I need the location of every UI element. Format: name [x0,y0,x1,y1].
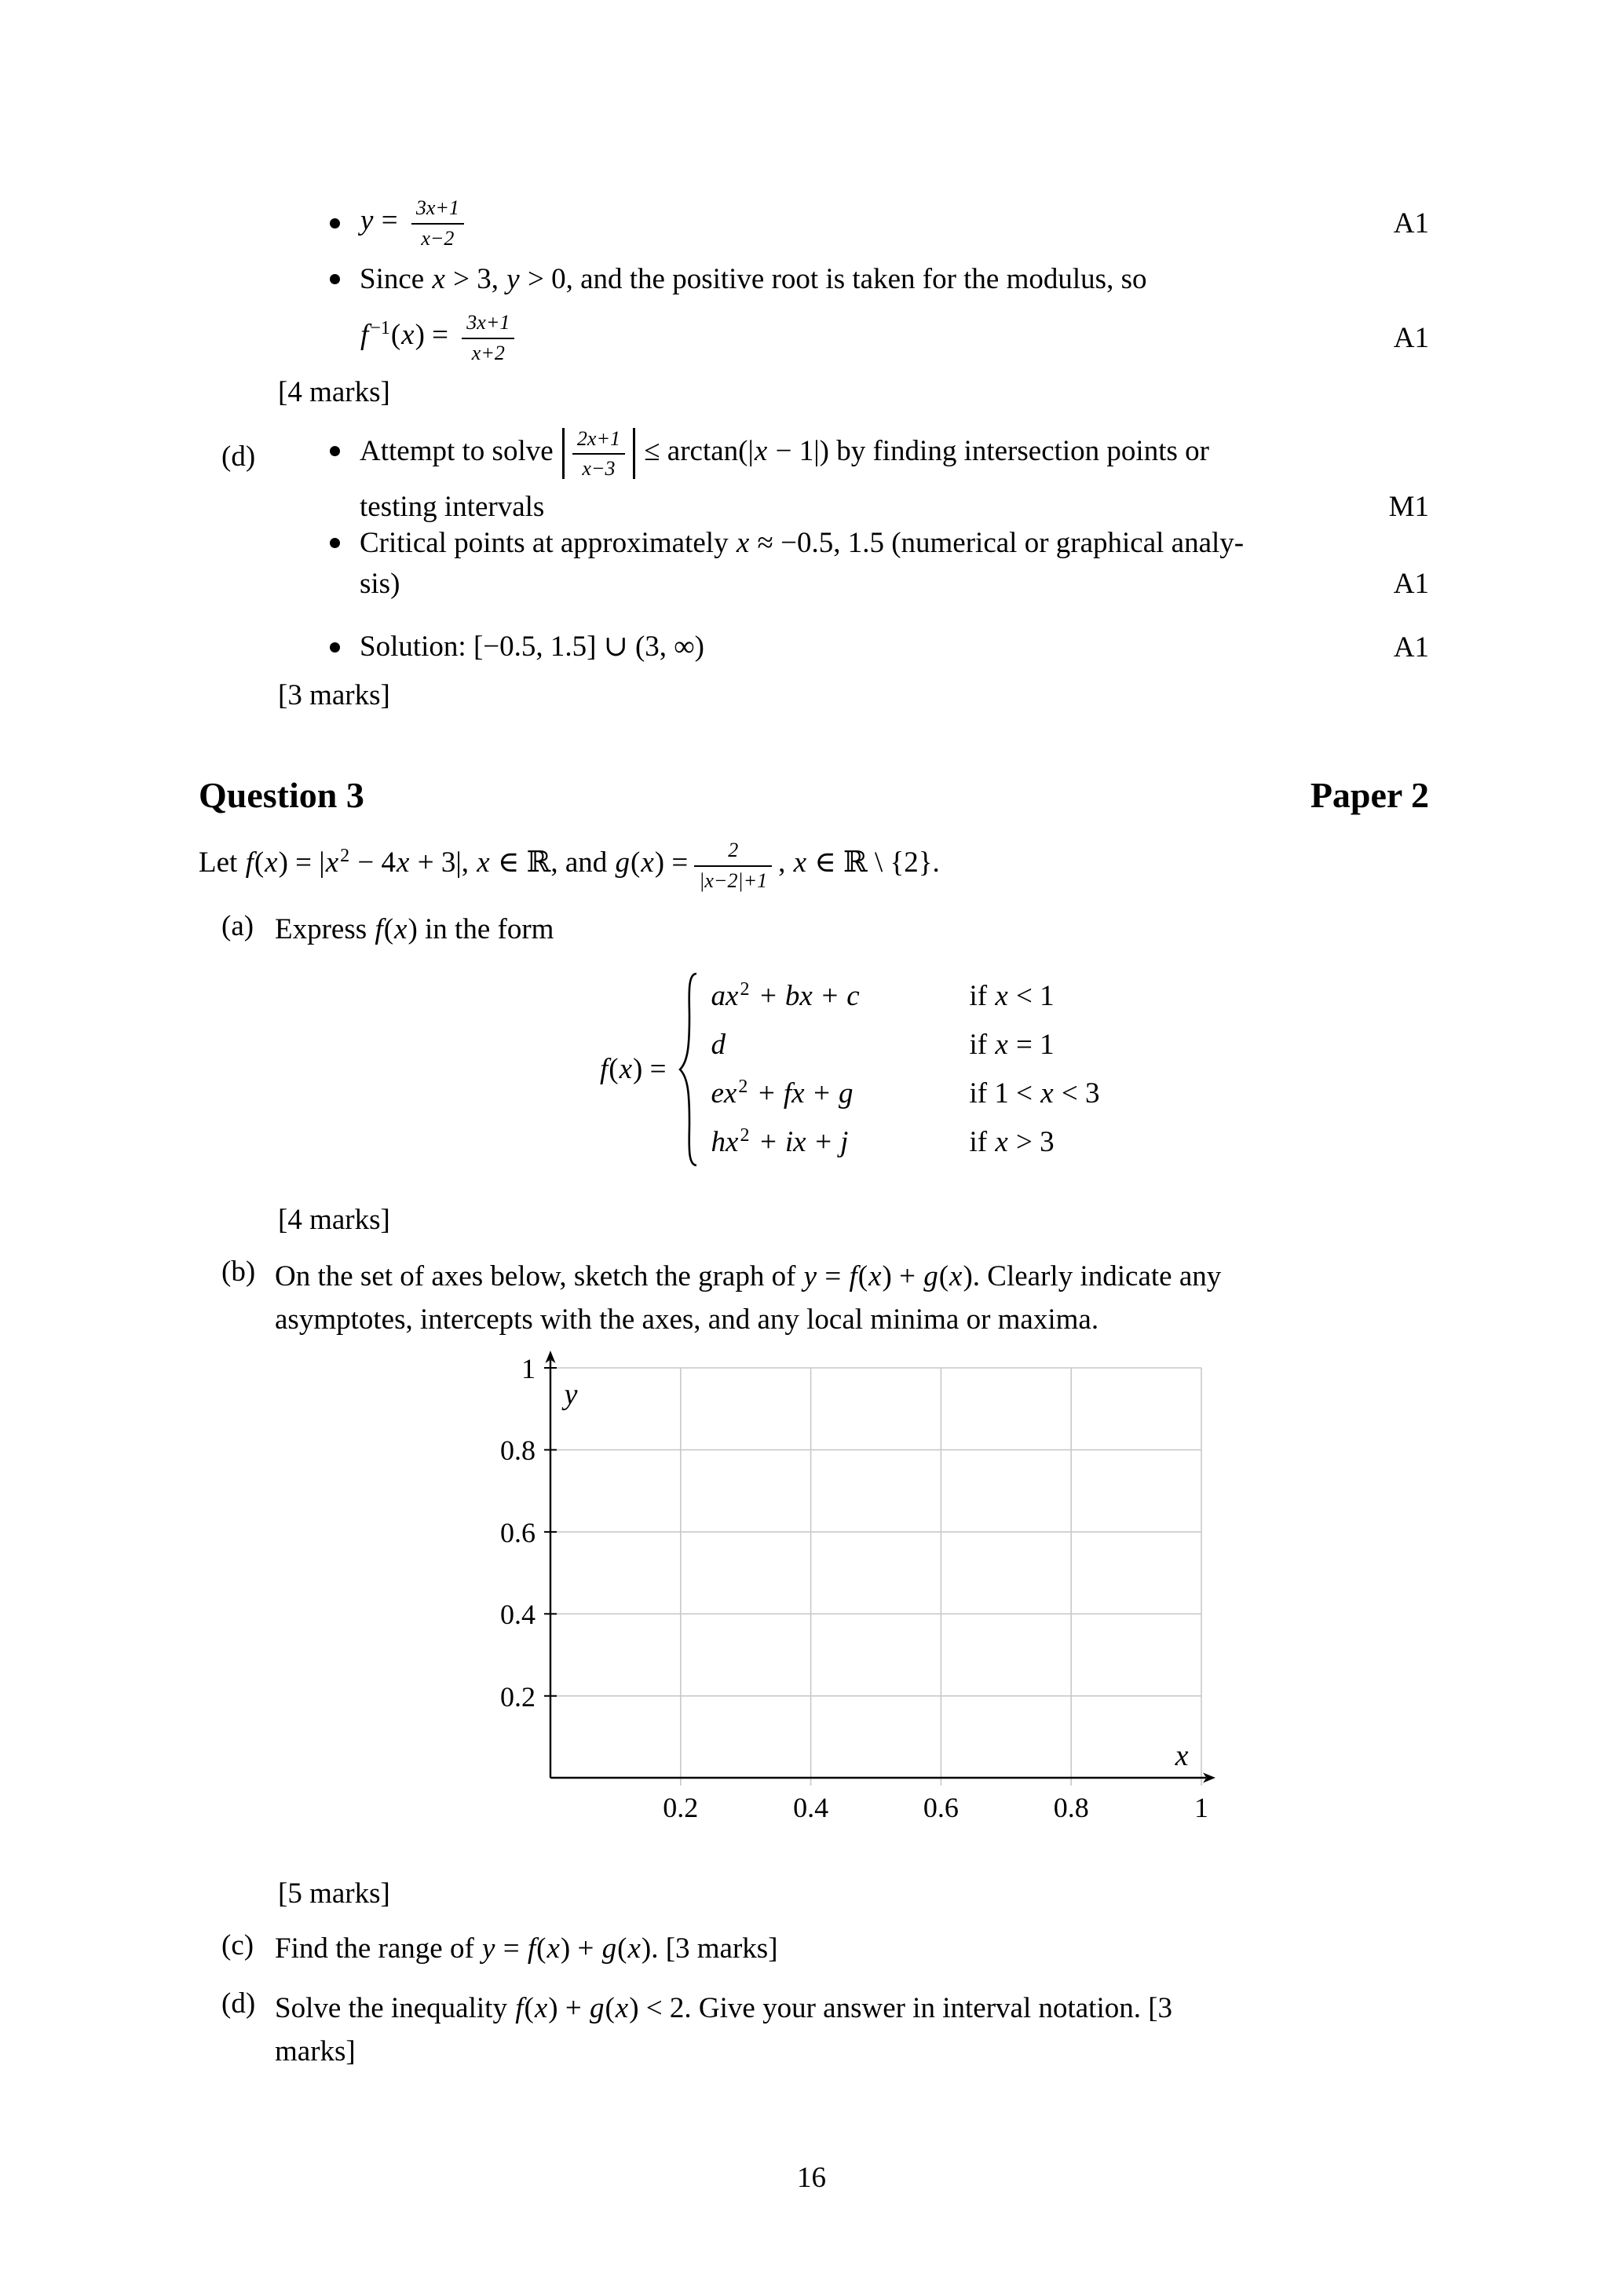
markscheme-text-line: Solution: [−0.5, 1.5] ∪ (3, ∞) [360,631,704,663]
question-header [199,774,1429,816]
markscheme-text-line [360,487,1429,528]
markscheme-text-line: Critical points at approximately x ≈ −0.5, 1.5 (numerical or graphical analy- [360,527,1245,559]
x-tick-label: 0.2 [663,1792,699,1823]
math-expression: y = $\frac{3x+1}{x-2}$ [360,196,470,250]
fraction [411,196,464,250]
part-c-text: Find the range of y = f(x) + g(x). [3 marks] [275,1932,778,1965]
fraction-denominator: x−2 [421,226,455,250]
marks-total: [5 marks] [278,1877,390,1910]
y-tick-label: 0.6 [500,1517,536,1548]
enum-label-c: (c) [221,1929,254,1961]
part-a-item [221,909,554,950]
markscheme-bullet-row-4 [330,523,1429,605]
y-tick-label: 0.2 [500,1681,536,1713]
piecewise-rows [711,978,1100,1161]
part-b-text-line: asymptotes, intercepts with the axes, and any local minima or maxima. [275,1303,1099,1336]
fraction-denominator: |x−2|+1 [699,868,768,892]
markscheme-math-line: Attempt to solve $\frac{2x+1}{x-3}$ ≤ arctan(|x − 1|) by finding intersection points or [360,426,1209,481]
marks-total: [3 marks] [278,679,390,711]
fraction-numerator: 2x+1 [572,426,625,455]
y-axis-label: y [564,1378,578,1411]
part-c-item [221,1929,778,1969]
x-tick-label: 0.4 [793,1792,829,1823]
bullet-dot-icon [330,642,340,653]
piecewise-cond: if x < 1 [969,980,1055,1012]
fraction-denominator: x−3 [582,457,616,481]
piecewise-cond: if 1 < x < 3 [969,1077,1100,1110]
enum-label-d: (d) [221,1987,256,2020]
y-tick-label: 0.4 [500,1599,536,1630]
y-tick-label: 1 [521,1353,536,1384]
question-intro [199,826,1429,905]
question-title: Question 3 [199,775,364,815]
intro-text: Let $f(x) = |x^2 - 4x + 3|$, x ∈ ℝ, and g(x) = $\frac{2}{|x-2|+1}$ , x ∈ ℝ \ {2}. [199,839,940,892]
piecewise-row [711,1027,1100,1063]
piecewise-cond: if x > 3 [969,1126,1055,1158]
curly-brace-icon [676,971,700,1168]
part-d-text-line: Solve the inequality f(x) + g(x) < 2. Give your answer in interval notation. [3 [275,1992,1173,2024]
mark-label-a1: A1 [1393,631,1429,664]
mark-label-a1: A1 [1393,321,1429,354]
mark-label-a1: A1 [1393,207,1429,239]
marks-total: [4 marks] [278,376,390,408]
fraction-denominator: x+2 [471,341,505,364]
enum-label-d: (d) [221,441,256,473]
fraction-numerator: 3x+1 [411,196,464,224]
absolute-value-expression [561,426,637,481]
enum-label-b: (b) [221,1256,256,1288]
piecewise-expr: $hx^2$ + ix + j [711,1124,849,1158]
x-axis [550,1773,1215,1783]
y-axis [546,1351,556,1778]
piecewise-expr: d [711,1029,726,1061]
part-b-text-line: On the set of axes below, sketch the graph of y = f(x) + g(x). Clearly indicate any [275,1260,1222,1292]
mark-label-m1: M1 [1388,491,1429,523]
piecewise-row [711,1076,1100,1112]
grid-lines [550,1368,1201,1786]
markscheme-text-line: Since x > 3, y > 0, and the positive root is taken for the modulus, so [360,263,1147,295]
enum-label-a: (a) [221,910,254,942]
markscheme-bullet-row-3 [330,416,1429,528]
x-tick-labels [663,1792,1208,1823]
markscheme-bullet-row-1 [330,185,1429,261]
piecewise-expr: $ex^2$ + fx + g [711,1076,854,1110]
part-d-text-line: marks] [275,2035,356,2067]
x-tick-label: 0.8 [1053,1792,1089,1823]
markscheme-bullet-row-2 [330,259,1429,375]
part-d-item [221,1987,1429,2073]
piecewise-cond: if x = 1 [969,1029,1055,1061]
marks-total: [4 marks] [278,1204,390,1236]
abs-bar-icon [633,428,635,479]
fraction [572,426,625,481]
page-number: 16 [797,2162,826,2194]
y-tick-label: 0.8 [500,1435,536,1466]
fraction [694,838,772,892]
piecewise-row [711,978,1100,1015]
mark-label-a1: A1 [1393,568,1429,600]
x-tick-label: 0.6 [923,1792,959,1823]
x-axis-label: x [1175,1739,1189,1772]
part-b-item [221,1255,1429,1341]
fraction [462,310,514,364]
paper-label: Paper 2 [1310,775,1429,815]
fraction-numerator: 2 [694,838,772,866]
bullet-dot-icon [330,274,340,284]
markscheme-text-line [360,564,1429,605]
markscheme-bullet-row-5 [330,627,1429,667]
part-a-text: Express f(x) in the form [275,913,554,945]
bullet-dot-icon [330,446,340,456]
bullet-continuation-text: testing intervals [360,491,545,523]
piecewise-expr: $ax^2$ + bx + c [711,978,860,1012]
piecewise-lhs: f(x) = [600,1053,667,1085]
bullet-continuation-text: sis) [360,568,400,600]
bullet-dot-icon [330,218,340,229]
bullet-dot-icon [330,538,340,548]
markscheme-math-line [360,300,1429,375]
coordinate-grid [440,1335,1272,1853]
fraction-numerator: 3x+1 [462,310,514,338]
piecewise-equation [599,971,1100,1168]
piecewise-row [711,1124,1100,1161]
y-tick-labels [500,1353,536,1713]
math-expression: $f^{-1}(x)$ = $\frac{3x+1}{x+2}$ [360,310,521,364]
abs-bar-icon [562,428,565,479]
x-tick-label: 1 [1194,1792,1208,1823]
